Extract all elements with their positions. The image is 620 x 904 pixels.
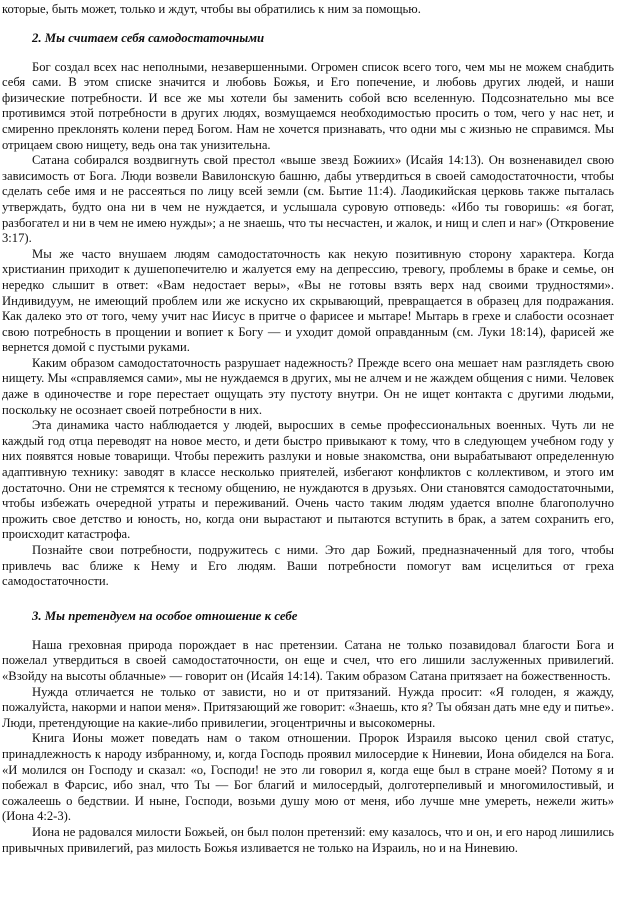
- paragraph: Иона не радовался милости Божьей, он был полон претензий: ему казалось, что и он, и его народ лишились привычных привилегий, раз милость Божья изливается не только на Израиль, но и на Ниневию.: [2, 824, 614, 855]
- section-3-heading: 3. Мы претендуем на особое отношение к себе: [32, 608, 298, 623]
- paragraph: Наша греховная природа порождает в нас претензии. Сатана не только позавидовал благости Бога и пожелал утвердиться в своей самодостаточности, он еще и счел, что его лишили заслуженных привилегий. «Взойду на высоты облачные» — говорит он (Исайя 14:14). Таким образом Сатана притязает на божественность.: [2, 637, 614, 683]
- paragraph: Книга Ионы может поведать нам о таком отношении. Пророк Израиля высоко ценил свой статус, принадлежность к народу избранному, и, когда Господь проявил милосердие к Ниневии, Иона обиделся на Бога. «И молился он Господу и сказал: «о, Господи! не это ли говорил я, когда еще был в стране моей? Потому я и побежал в Фарсис, ибо знал, что Ты — Бог благий и милосердый, долготерпеливый и многомилостивый, и сожалеешь о бедствии. И ныне, Господи, возьми душу мою от меня, ибо лучше мне умереть, нежели жить» (Иона 4:2-3).: [2, 731, 614, 824]
- paragraph: Эта динамика часто наблюдается у людей, выросших в семье профессиональных военных. Чуть ли не каждый год отца переводят на новое место, и дети быстро привыкают к тому, что в следующем учебном году у них появятся новые товарищи. Чтобы пережить разлуки и новые знакомства, они вырабатывают определенную адаптивную технику: заводят в классе несколько приятелей, избегают конфликтов с коллективом, и этого им достаточно. Они не стремятся к тесному общению, не нуждаются в друзьях. Они становятся самодостаточными, чтобы избежать очередной утраты и переживаний. Очень часто таким людям удается вполне благополучно прожить свое детство и юность, но, когда они вырастают и пытаются вступить в брак, а затем сохранить его, происходит катастрофа.: [2, 418, 614, 542]
- paragraph: Нужда отличается не только от зависти, но и от притязаний. Нужда просит: «Я голоден, я жажду, пожалуйста, накорми и напои меня». Притязающий же говорит: «Знаешь, кто я? Ты обязан дать мне еду и питье». Люди, претендующие на какие-либо привилегии, эгоцентричны и высокомерны.: [2, 684, 614, 730]
- paragraph: Мы же часто внушаем людям самодостаточность как некую позитивную сторону характера. Когда христианин приходит к душепопечителю и жалуется ему на депрессию, тревогу, проблемы в браке и семье, он нередко слышит в ответ: «Вам недостает веры», «Вы не готовы взять верх над своими трудностями». Индивидуум, не имеющий проблем или же искусно их скрывающий, превращается в образец для подражания. Как далеко это от того, чему учит нас Иисус в притче о фарисее и мытаре! Мытарь в грехе и слабости осознает свою потребность в прощении и вопиет к Богу — и уходит домой оправданным (см. Луки 18:14), фарисей же вернется домой с пустыми руками.: [2, 246, 614, 355]
- paragraph: Познайте свои потребности, подружитесь с ними. Это дар Божий, предназначенный для того, чтобы привлечь вас ближе к Нему и Его людям. Ваши потребности помогут вам исцелиться от греха самодостаточности.: [2, 543, 614, 589]
- paragraph: Каким образом самодостаточность разрушает надежность? Прежде всего она мешает нам разглядеть свою нищету. Мы «справляемся сами», мы не нуждаемся в других, мы не алчем и не жаждем общения с ними. Человек даже в одиночестве и горе перестает ощущать эту пустоту внутри. Он не ищет контакта с другими людьми, поскольку не осознает своей потребности в них.: [2, 355, 614, 417]
- paragraph: Сатана собирался воздвигнуть свой престол «выше звезд Божиих» (Исайя 14:13). Он возненавидел свою зависимость от Бога. Люди возвели Вавилонскую башню, дабы утвердиться в своей самодостаточности, чтобы сделать себе имя и не рассеяться по лицу всей земли (см. Бытие 11:4). Лаодикийская церковь также пыталась утверждать, будто она ни в чем не нуждается, и услышала суровую отповедь: «Ибо ты говоришь: «я богат, разбогател и ни в чем не имею нужды»; а не знаешь, что ты несчастен, и жалок, и нищ и слеп и наг» (Откровение 3:17).: [2, 153, 614, 246]
- section-2-heading: 2. Мы считаем себя самодостаточными: [32, 30, 265, 45]
- paragraph: Бог создал всех нас неполными, незавершенными. Огромен список всего того, чем мы не можем снабдить себя сами. В этом списке значится и любовь Божья, и Его попечение, и любовь других людей, и наши физические потребности. И все же мы хотели бы заменить собой всю вселенную. Подсознательно мы все противимся этой потребности в других людях, возмущаемся необходимостью просить о том, чего у нас нет, и смиренно преклонять колени перед Богом. Нам не хочется признавать, что одни мы с жизнью не справимся. Мы отрицаем свою нищету, ведь она так унизительна.: [2, 59, 614, 152]
- intro-line: которые, быть может, только и ждут, чтобы вы обратились к ним за помощью.: [2, 2, 421, 16]
